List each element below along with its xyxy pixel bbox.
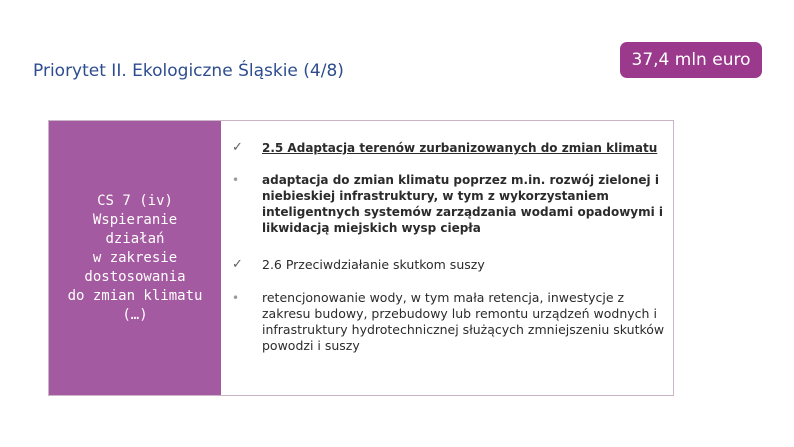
objective-panel [49,121,221,395]
measure-description-2-5 [232,172,672,236]
amount-badge: 37,4 mln euro [620,42,762,78]
bullet-icon: • [232,173,240,187]
measure-heading-label: 2.5 Adaptacja terenów zurbanizowanych do zmian klimatu [262,141,658,155]
measure-description-text: adaptacja do zmian klimatu poprzez m.in. rozwój zielonej i niebieskiej infrastruktury, w tym z wykorzystaniem inteligentnych systemów zarządzania wodami opadowymi i likwidacją miejskich wysp ciepła [262,173,664,235]
measure-description-2-6 [232,290,672,354]
measure-heading-label: 2.6 Przeciwdziałanie skutkom suszy [262,257,485,272]
bullet-icon: • [232,291,240,305]
measure-heading-2-5 [232,140,682,156]
measure-description-text: retencjonowanie wody, w tym mała retencja, inwestycje z zakresu budowy, przebudowy lub remontu urządzeń wodnych i infrastruktury hydrotechnicznej służących zmniejszeniu skutków powodzi i suszy [262,290,665,353]
checkmark-icon: ✓ [232,140,243,155]
measure-heading-2-6 [232,257,682,273]
objective-text: CS 7 (iv) Wspieranie działań w zakresie dostosowania do zmian klimatu (…) [67,192,203,323]
page-title: Priorytet II. Ekologiczne Śląskie (4/8) [33,61,344,81]
checkmark-icon: ✓ [232,257,243,272]
